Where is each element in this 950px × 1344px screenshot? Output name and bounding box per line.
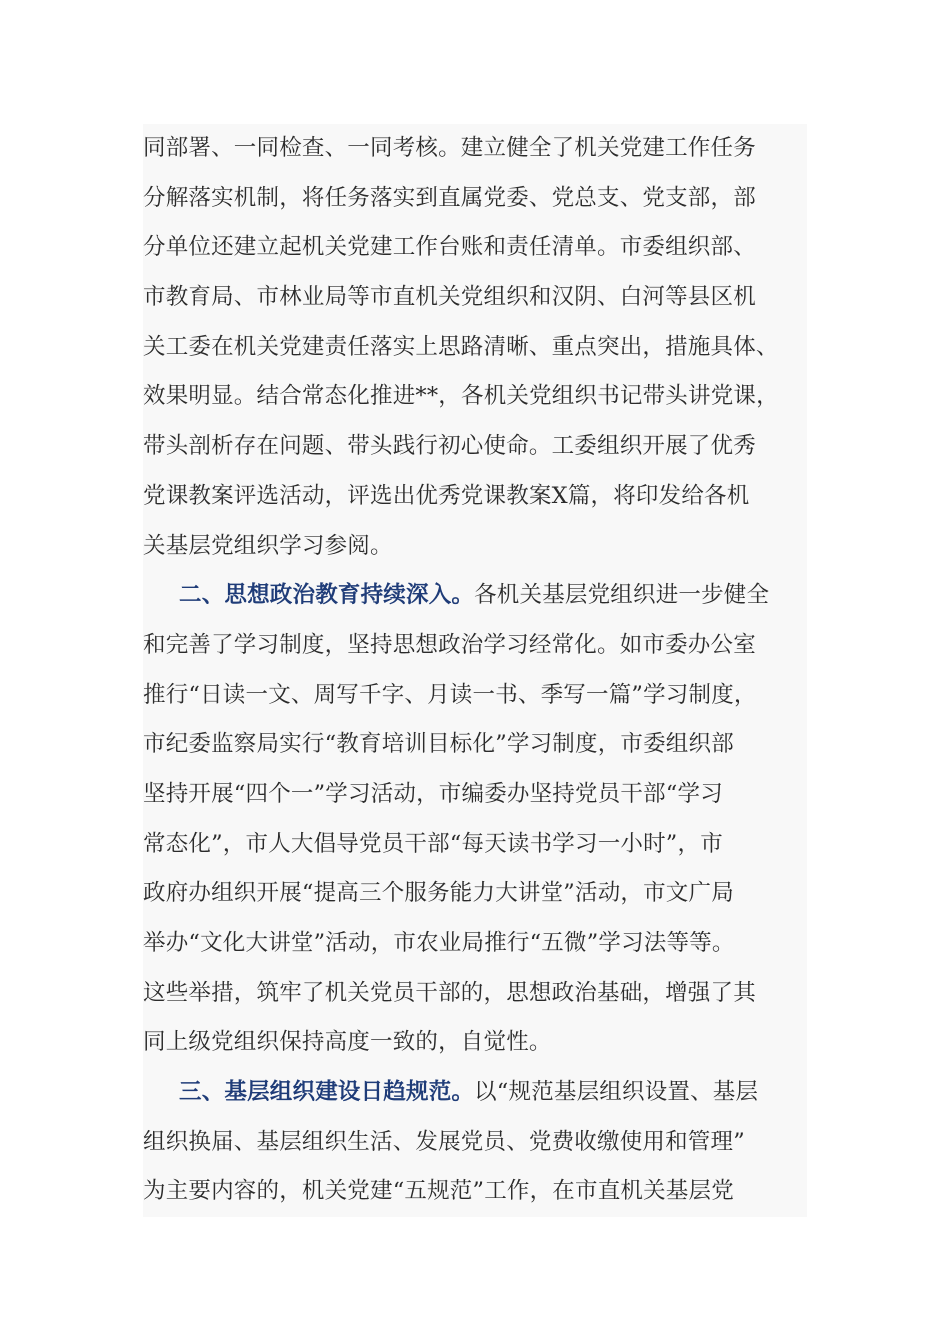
text-line: 组织换届、基层组织生活、发展党员、党费收缴使用和管理” [143, 1128, 745, 1155]
text-line: 这些举措，筑牢了机关党员干部的，思想政治基础，增强了其 [143, 979, 756, 1006]
text-line: 市纪委监察局实行“教育培训目标化”学习制度，市委组织部 [143, 731, 734, 758]
text-line: 和完善了学习制度，坚持思想政治学习经常化。如市委办公室 [143, 631, 756, 658]
text-line: 市教育局、市林业局等市直机关党组织和汉阴、白河等县区机 [143, 284, 756, 311]
text-line: 举办“文化大讲堂”活动，市农业局推行“五微”学习法等等。 [143, 930, 735, 956]
body-text [143, 124, 807, 1217]
text-line: 带头剖析存在问题、带头践行初心使命。工委组织开展了优秀 [143, 433, 756, 460]
text-line: 分单位还建立起机关党建工作台账和责任清单。市委组织部、 [143, 234, 756, 261]
text-line: 关基层党组织学习参阅。 [143, 532, 393, 559]
text-line: 关工委在机关党建责任落实上思路清晰、重点突出，措施具体、 [143, 333, 779, 360]
section-2-first-line-text: 各机关基层党组织进一步健全 [474, 582, 770, 609]
text-line: 坚持开展“四个一”学习活动，市编委办坚持党员干部“学习 [143, 780, 723, 807]
section-3-heading: 三、基层组织建设日趋规范。 [179, 1079, 475, 1106]
text-line: 同部署、一同检查、一同考核。建立健全了机关党建工作任务 [143, 135, 756, 161]
text-line: 党课教案评选活动，评选出优秀党课教案X篇，将印发给各机 [143, 482, 750, 509]
section-2-heading: 二、思想政治教育持续深入。 [179, 582, 475, 609]
text-line: 效果明显。结合常态化推进**，各机关党组织书记带头讲党课， [143, 383, 779, 410]
text-line: 推行“日读一文、周写千字、月读一书、季写一篇”学习制度， [143, 681, 757, 708]
text-line: 常态化”，市人大倡导党员干部“每天读书学习一小时”，市 [143, 830, 723, 857]
text-line: 分解落实机制，将任务落实到直属党委、党总支、党支部，部 [143, 184, 756, 211]
section-3-first-line-text: 以“规范基层组织设置、基层 [474, 1079, 759, 1106]
text-line: 同上级党组织保持高度一致的，自觉性。 [143, 1029, 552, 1056]
section-3-first-line [143, 1068, 807, 1118]
section-2-first-line [143, 571, 807, 621]
text-line: 政府办组织开展“提高三个服务能力大讲堂”活动，市文广局 [143, 880, 734, 907]
text-line: 为主要内容的，机关党建“五规范”工作，在市直机关基层党 [143, 1178, 734, 1205]
